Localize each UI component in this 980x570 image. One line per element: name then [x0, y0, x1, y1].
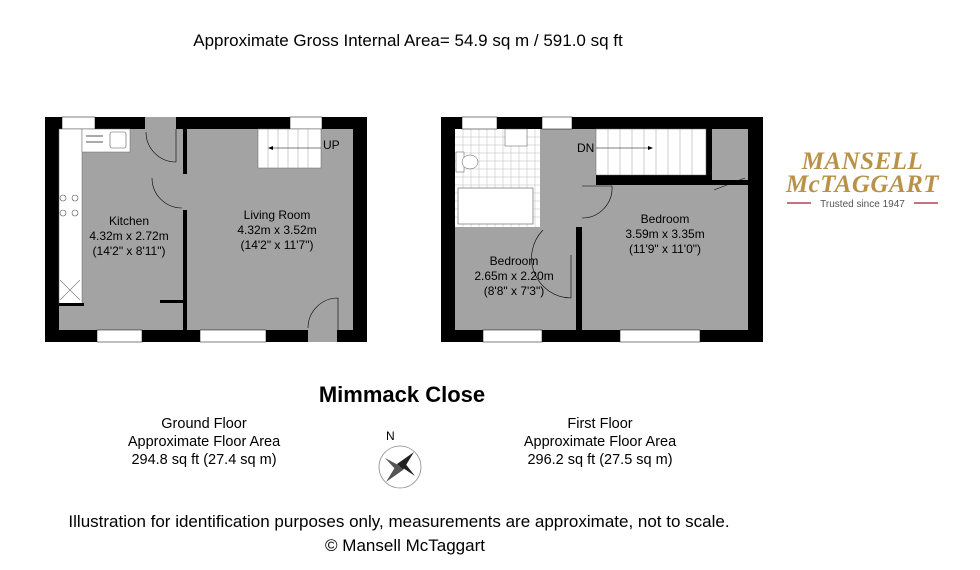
compass-icon [379, 446, 421, 488]
window [97, 330, 142, 342]
first-floor-caption: First Floor Approximate Floor Area 296.2 sq ft (27.5 sq m) [523, 416, 677, 468]
doorway [145, 117, 176, 129]
first-floor-plan [441, 117, 763, 342]
window [620, 330, 700, 342]
basin [505, 129, 527, 146]
disclaimer: Illustration for identification purposes only, measurements are approximate, not to scale. [68, 512, 730, 531]
toilet [462, 155, 478, 169]
cupboard [712, 129, 748, 180]
property-name: Mimmack Close [318, 382, 486, 407]
bedroom-1-floor [582, 185, 748, 330]
stairs [258, 129, 321, 168]
stairs-down-label: DN [577, 141, 595, 155]
compass-north-label: N [386, 429, 395, 443]
copyright: © Mansell McTaggart [325, 536, 485, 555]
room-label-bedroom-2: Bedroom 2.65m x 2.20m (8'8" x 7'3") [474, 254, 554, 298]
window [462, 117, 497, 129]
window [290, 117, 322, 129]
stairs [596, 129, 706, 175]
gross-area-title: Approximate Gross Internal Area= 54.9 sq m / 591.0 sq ft [193, 31, 623, 50]
bath [458, 188, 533, 224]
window [542, 117, 572, 129]
room-label-living-room: Living Room 4.32m x 3.52m (14'2" x 11'7") [237, 208, 317, 252]
room-label-bedroom-1: Bedroom 3.59m x 3.35m (11'9" x 11'0") [625, 212, 705, 256]
stairs-up-label: UP [323, 138, 340, 152]
room-label-kitchen: Kitchen 4.32m x 2.72m (14'2" x 8'11") [89, 214, 169, 258]
ground-floor-caption: Ground Floor Approximate Floor Area 294.8 sq ft (27.4 sq m) [127, 416, 281, 468]
window [483, 330, 542, 342]
mansell-mctaggart-logo: MANSELL McTAGGART Trusted since 1947 [785, 148, 940, 210]
window [200, 330, 266, 342]
sink [82, 129, 130, 152]
front-door [308, 330, 337, 342]
kitchen-counter [59, 129, 82, 305]
window [62, 117, 95, 129]
